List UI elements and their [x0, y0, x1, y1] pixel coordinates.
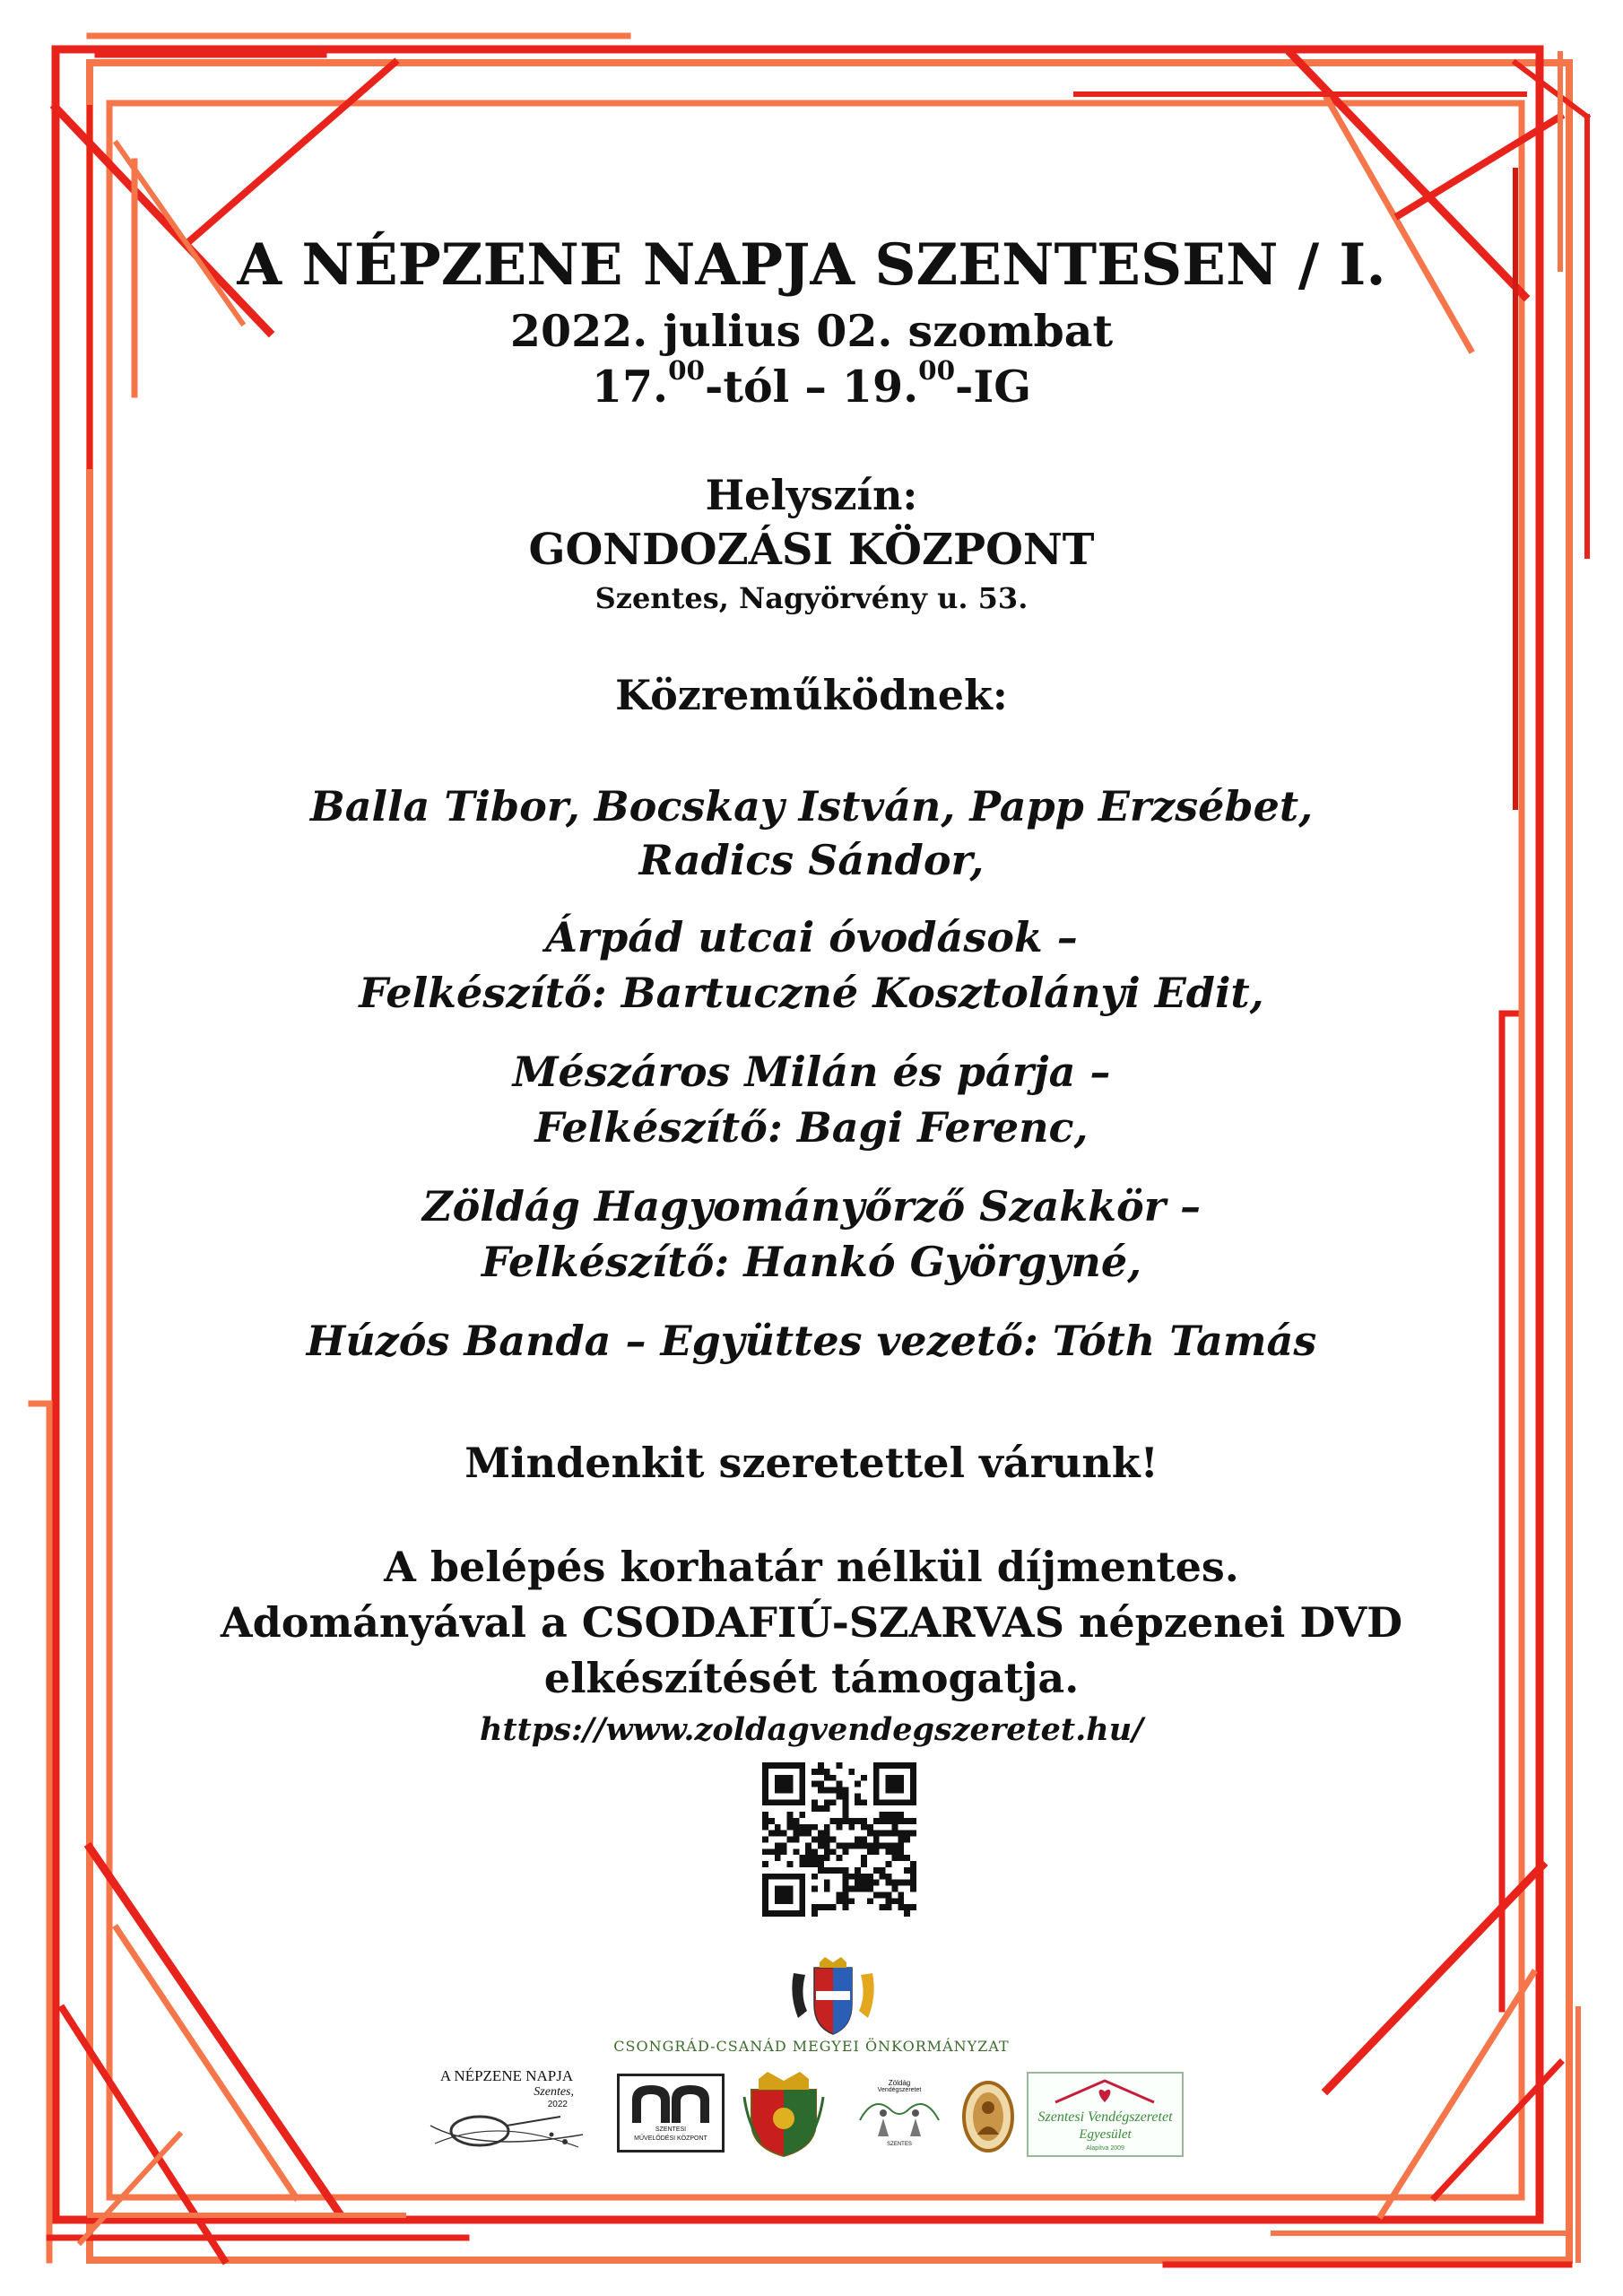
szentes-coat-of-arms-icon	[742, 2070, 825, 2158]
event-time	[0, 354, 1623, 413]
performer-line: Balla Tibor, Bocskay István, Papp Erzsébet,	[309, 782, 1314, 831]
performer-line: Felkészítő: Hankó Györgyné,	[481, 1238, 1142, 1286]
logo6-line3: Alapítva 2009	[1086, 2145, 1124, 2152]
logo4-line1: Zöldág	[888, 2079, 911, 2087]
logo2-line1: SZENTESI	[655, 2126, 687, 2133]
time-start: 17.	[591, 361, 669, 413]
website-link[interactable]: https://www.zoldagvendegszeretet.hu/	[480, 1711, 1143, 1748]
logo1-year: 2022	[547, 2100, 568, 2109]
muvelodesi-kozpont-logo	[617, 2074, 725, 2152]
time-end-sup: 00	[918, 354, 956, 387]
performer-line: Felkészítő: Bartuczné Kosztolányi Edit,	[359, 969, 1264, 1017]
venue-label: Helyszín:	[705, 471, 918, 519]
szentesi-vendegszeretet-egyesulet-logo	[1027, 2072, 1184, 2157]
entry-line-1: A belépés korhatár nélkül díjmentes.	[384, 1543, 1239, 1591]
poster-title: A NÉPZENE NAPJA SZENTESEN / I.	[237, 231, 1386, 299]
dancers-icon	[856, 2093, 942, 2138]
performer-line: Húzós Banda – Együttes vezető: Tóth Tamás	[306, 1317, 1317, 1365]
performer-line: Felkészítő: Bagi Ferenc,	[534, 1103, 1089, 1152]
logo1-title: A NÉPZENE NAPJA	[439, 2067, 574, 2084]
logo6-line2: Egyesület	[1079, 2127, 1132, 2142]
time-start-sup: 00	[668, 354, 705, 387]
medallion-seal-icon	[961, 2079, 1015, 2154]
logo4-line3: SZENTES	[887, 2142, 912, 2147]
violin-icon	[426, 2108, 587, 2154]
nepzene-napja-logo	[426, 2067, 587, 2152]
arches-icon	[620, 2080, 722, 2125]
logo1-place: Szentes,	[534, 2085, 574, 2099]
logo2-line2: MŰVELŐDÉSI KÖZPONT	[634, 2135, 707, 2142]
time-start-suffix: -tól – 19.	[705, 361, 919, 413]
county-name: CSONGRÁD-CSANÁD MEGYEI ÖNKORMÁNYZAT	[613, 2038, 1010, 2055]
entry-line-3: elkészítését támogatja.	[543, 1654, 1080, 1702]
performers-label: Közreműködnek:	[615, 671, 1008, 719]
logo6-line1: Szentesi Vendégszeretet	[1037, 2109, 1173, 2125]
logo4-line2: Vendégszeretet	[877, 2087, 922, 2093]
performer-line: Árpád utcai óvodások –	[545, 913, 1078, 961]
venue-name: GONDOZÁSI KÖZPONT	[528, 525, 1095, 575]
entry-line-2: Adományával a CSODAFIÚ-SZARVAS népzenei DVD	[220, 1598, 1403, 1647]
house-heart-icon	[1028, 2075, 1182, 2108]
performer-line: Radics Sándor,	[638, 836, 985, 884]
event-date: 2022. julius 02. szombat	[509, 305, 1114, 357]
county-coat-of-arms-icon	[780, 1955, 886, 2040]
time-end-suffix: -IG	[955, 361, 1032, 413]
venue-address: Szentes, Nagyörvény u. 53.	[595, 581, 1028, 615]
qr-code[interactable]	[762, 1762, 916, 1917]
zoldag-vendegszeretet-logo	[856, 2074, 942, 2152]
performer-line: Mészáros Milán és párja –	[512, 1048, 1111, 1096]
performer-line: Zöldág Hagyományőrző Szakkör –	[422, 1182, 1201, 1231]
welcome-text: Mindenkit szeretettel várunk!	[464, 1439, 1159, 1487]
